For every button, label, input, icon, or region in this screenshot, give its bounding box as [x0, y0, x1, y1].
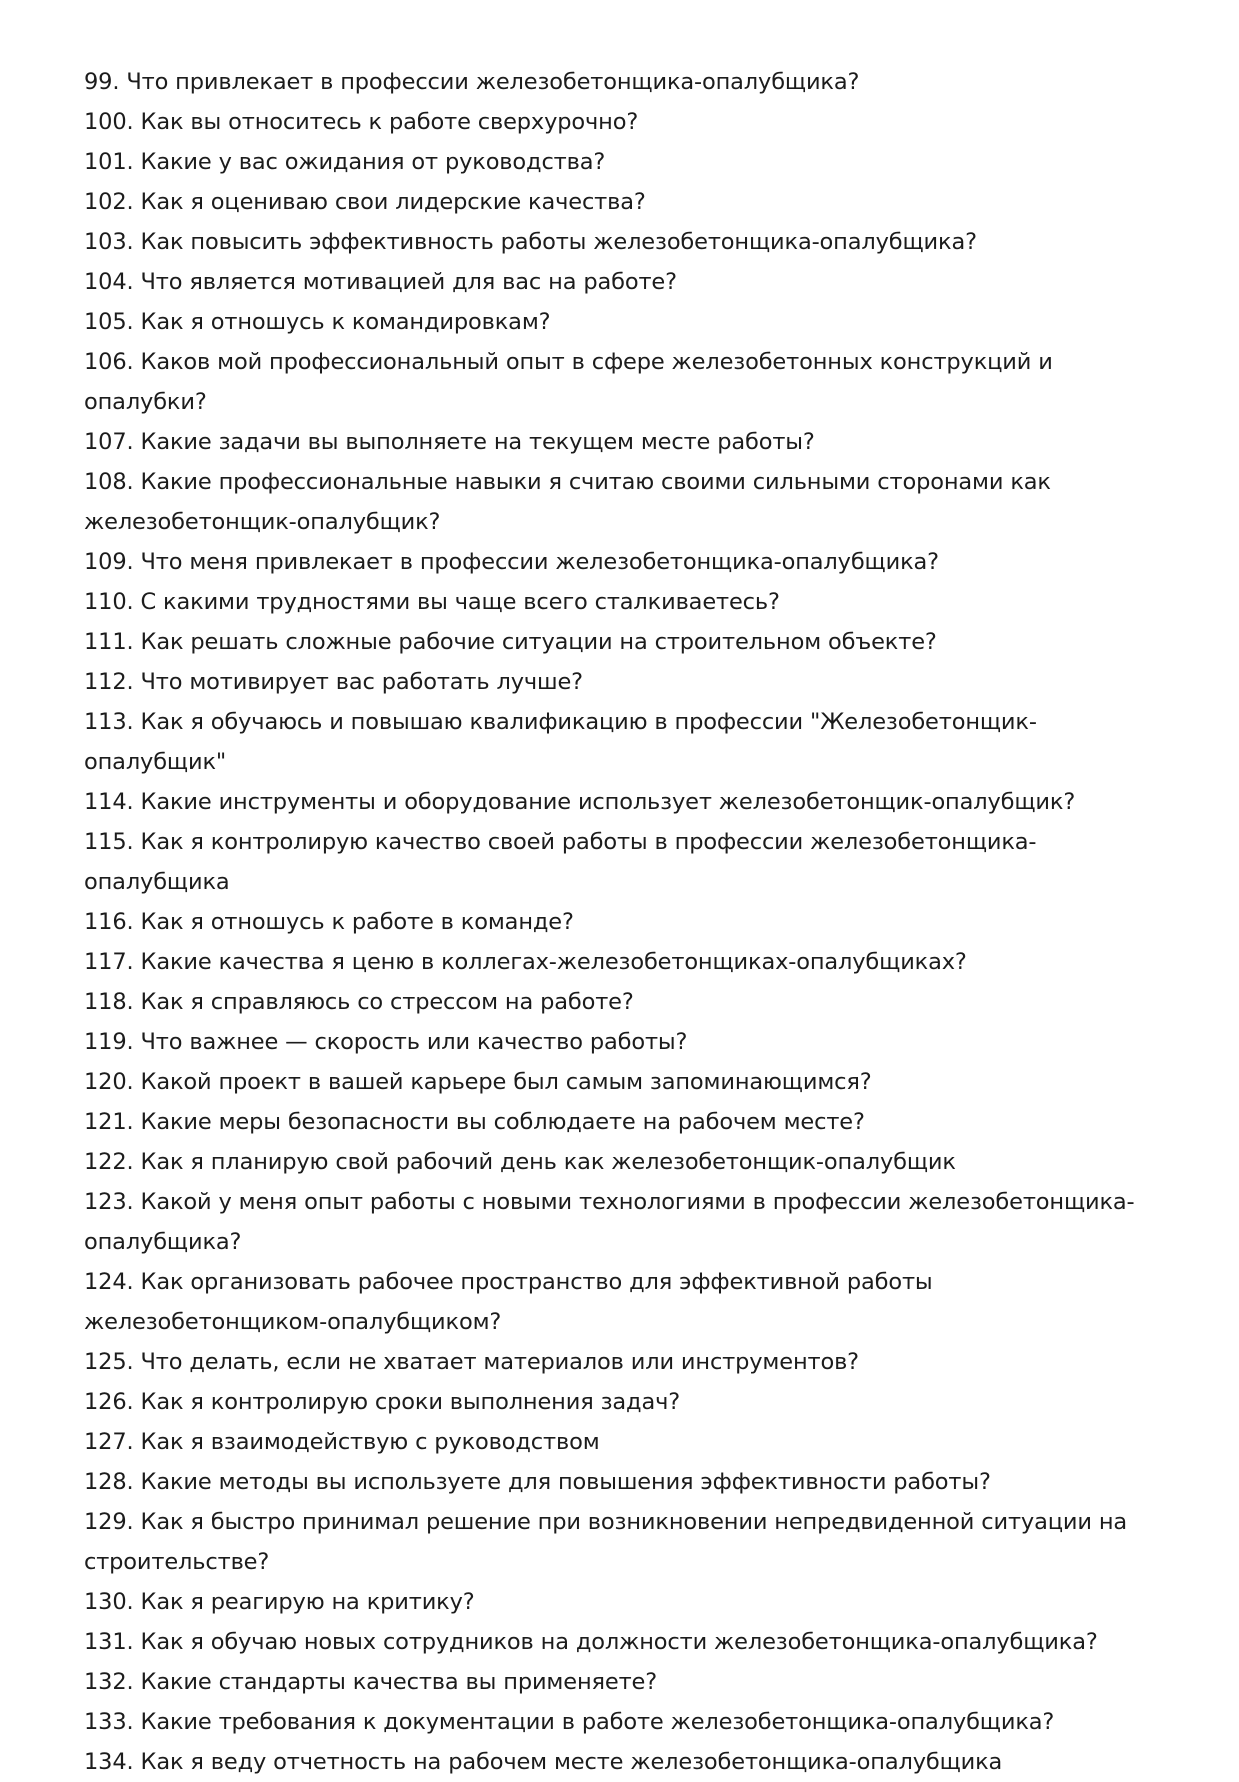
question-101: 101. Какие у вас ожидания от руководства?: [84, 149, 606, 175]
question-124: 124. Как организовать рабочее пространство для эффективной работы железобетонщиком-опалубщиком?: [84, 1269, 933, 1335]
question-103: 103. Как повысить эффективность работы железобетонщика-опалубщика?: [84, 229, 977, 255]
question-122: 122. Как я планирую свой рабочий день как железобетонщик-опалубщик: [84, 1149, 956, 1175]
question-100: 100. Как вы относитесь к работе сверхурочно?: [84, 109, 639, 135]
question-116: 116. Как я отношусь к работе в команде?: [84, 909, 574, 935]
question-108: 108. Какие профессиональные навыки я считаю своими сильными сторонами как железобетонщик-опалубщик?: [84, 469, 1051, 535]
question-106: 106. Каков мой профессиональный опыт в сфере железобетонных конструкций и опалубки?: [84, 349, 1053, 415]
question-134: 134. Как я веду отчетность на рабочем месте железобетонщика-опалубщика: [84, 1749, 1003, 1775]
question-115: 115. Как я контролирую качество своей работы в профессии железобетонщика-опалубщика: [84, 829, 1037, 895]
question-125: 125. Что делать, если не хватает материалов или инструментов?: [84, 1349, 859, 1375]
question-117: 117. Какие качества я ценю в коллегах-железобетонщиках-опалубщиках?: [84, 949, 967, 975]
question-126: 126. Как я контролирую сроки выполнения задач?: [84, 1389, 681, 1415]
question-120: 120. Какой проект в вашей карьере был самым запоминающимся?: [84, 1069, 872, 1095]
question-110: 110. С какими трудностями вы чаще всего сталкиваетесь?: [84, 589, 780, 615]
question-133: 133. Какие требования к документации в работе железобетонщика-опалубщика?: [84, 1709, 1055, 1735]
question-list: [84, 62, 1164, 1782]
question-105: 105. Как я отношусь к командировкам?: [84, 309, 551, 335]
question-112: 112. Что мотивирует вас работать лучше?: [84, 669, 583, 695]
question-118: 118. Как я справляюсь со стрессом на работе?: [84, 989, 634, 1015]
question-130: 130. Как я реагирую на критику?: [84, 1589, 475, 1615]
question-128: 128. Какие методы вы используете для повышения эффективности работы?: [84, 1469, 991, 1495]
question-99: 99. Что привлекает в профессии железобетонщика-опалубщика?: [84, 69, 860, 95]
question-111: 111. Как решать сложные рабочие ситуации на строительном объекте?: [84, 629, 937, 655]
question-119: 119. Что важнее — скорость или качество работы?: [84, 1029, 688, 1055]
question-114: 114. Какие инструменты и оборудование использует железобетонщик-опалубщик?: [84, 789, 1076, 815]
question-132: 132. Какие стандарты качества вы применяете?: [84, 1669, 658, 1695]
question-109: 109. Что меня привлекает в профессии железобетонщика-опалубщика?: [84, 549, 939, 575]
question-131: 131. Как я обучаю новых сотрудников на должности железобетонщика-опалубщика?: [84, 1629, 1098, 1655]
question-113: 113. Как я обучаюсь и повышаю квалификацию в профессии "Железобетонщик-опалубщик": [84, 709, 1037, 775]
question-127: 127. Как я взаимодействую с руководством: [84, 1429, 600, 1455]
question-129: 129. Как я быстро принимал решение при возникновении непредвиденной ситуации на строительстве?: [84, 1509, 1128, 1575]
question-123: 123. Какой у меня опыт работы с новыми технологиями в профессии железобетонщика-опалубщика?: [84, 1189, 1135, 1255]
question-121: 121. Какие меры безопасности вы соблюдаете на рабочем месте?: [84, 1109, 865, 1135]
question-107: 107. Какие задачи вы выполняете на текущем месте работы?: [84, 429, 815, 455]
question-104: 104. Что является мотивацией для вас на работе?: [84, 269, 677, 295]
question-102: 102. Как я оцениваю свои лидерские качества?: [84, 189, 646, 215]
